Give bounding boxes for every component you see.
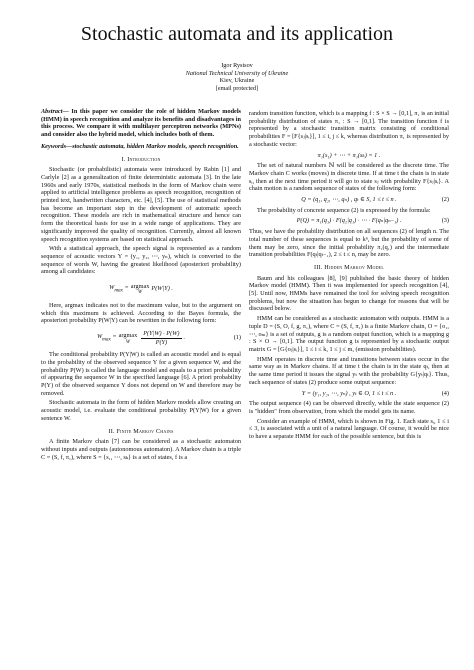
- fraction: $\frac{P(Y|W) \cdot P(W)}{P(Y)}$: [143, 329, 180, 346]
- keywords-label: Keywords: [41, 142, 66, 150]
- abstract-label: Abstract: [41, 108, 63, 115]
- author-affiliation: National Technical University of Ukraine: [185, 69, 289, 77]
- paragraph: Baum and his colleagues [8], [9] published the basic theory of hidden Markov model (HMM). Then it was implemented for speech recognition [4], [5]. Until now, HMMs have remained the tool for solving speech recognition problems, but now the situation has begun to change for reasons that will be discussed below.: [249, 274, 449, 313]
- paragraph: The conditional probability P(Y|W) is called an acoustic model and is equal to the probability of the observed sequence Y for a given sequence W, and the probability P(W) is called the language model and equals to a priori probability of appearing the sequence W in the specified language [6]. A priori probability P(Y) of the observed sequence Y does not depend on W and therefore may be removed.: [41, 351, 241, 397]
- section-heading-introduction: I. Introduction: [121, 155, 161, 163]
- equation-sequence-probability: P(Q) = π₁(q₁) · F(q₂|q₁) · ⋯ · F(qₙ|qₙ₋₁) . (3): [296, 217, 449, 225]
- paragraph: Thus, we have the probability distribution on all sequences (2) of length n. The total number of these sequences is equal to kⁿ, but the probability of some of them may be zero, since the initial probability π₁(q₁) and the intermediate transition probabilities F(qₜ|qₜ₋₁), 2 ≤ t ≤ n, may be zero.: [249, 228, 449, 259]
- paragraph: random transition function, which is a mapping f : S × S → [0,1], π₁ is an initial probability distribution of states π₁ : S → [0,1]. The transition function f is represented by a stochastic transition matrix consisting of conditional probabilities F = [F{sⱼ|sᵢ}], 1 ≤ i, j ≤ k, whereas distribution π₁ is represented by a stochastic vector:: [249, 110, 449, 148]
- argmax-operator: argmax W: [130, 282, 150, 296]
- author-name: Igor Rystsov: [221, 62, 253, 69]
- equation-number: (1): [233, 334, 241, 342]
- author-city: Kiev, Ukraine: [219, 77, 255, 85]
- eq-lhs: $W_{max}$ =: [109, 283, 129, 293]
- abstract: [41, 108, 241, 139]
- author-block: [0, 62, 474, 92]
- paragraph: The output sequence (4) can be observed directly, while the state sequence (2) is "hidden" from observation, from which the model gets its name.: [249, 400, 449, 415]
- equation-number: (4): [441, 389, 449, 397]
- section-heading-markov-chains: II. Finite Markov Chains: [108, 427, 174, 435]
- paragraph: A finite Markov chain [7] can be considered as a stochastic automaton without inputs and outputs (autonomous automaton). A Markov chain is a triple C = (S, f, π₁), where S = {s₁, ⋯, sₖ} is a set of states, f is a: [41, 438, 241, 461]
- author-email: [email protected]: [215, 84, 259, 92]
- equation-wmax: [41, 279, 241, 299]
- abstract-text: — In this paper we consider the role of hidden Markov models (HMM) in speech recognition and analyze its benefits and disadvantages in this process. We compare it with multilayer perceptron networks (MPNs) and consider also the hybrid model, which includes both of them.: [41, 108, 241, 139]
- paragraph: Stochastic automata in the form of hidden Markov models allow creating an acoustic model, i.e. evaluate the conditional probability P(Y|W) for a given sentence W.: [41, 399, 241, 422]
- equation-output-sequence: Y = (y₁, y₂, ⋯, yₙ) , yₜ ∈ O, 1 ≤ t ≤ n . (4): [301, 389, 449, 397]
- keywords: [41, 143, 241, 151]
- equation-state-sequence: Q = (q₁, q₂, ⋯, qₙ) , qₜ ∈ S, 1 ≤ t ≤ n . (2): [301, 196, 449, 204]
- paragraph: Consider an example of HMM, which is shown in Fig. 1. Each state sᵢ, 1 ≤ i ≤ 3, is associated with a unit of a natural language. Of course, it would be nice to have a separate HMM for each of the possible sentence, but this is: [249, 417, 449, 441]
- right-column: [249, 110, 449, 443]
- paragraph: Stochastic (or probabilistic) automata were introduced by Rabin [1] and Carlyle [2] as a generalization of finite deterministic automata [3]. In the late 1960s and early 1970s, statistical methods in the form of Markov chain were applied to artificial intelligence problems as speech recognition, recognition of printed text, handwritten characters, etc. [4], [5]. The use of statistical methods has become an important step in the development of automatic speech recognition. These models are rich in mathematical structure and hence can form the theoretical basis for use in a wide range of applications. They are significantly improved the quality of recognition. Currently, almost all known speech recognition systems are based on statistical approach.: [41, 166, 241, 243]
- paragraph: Here, argmax indicates not to the maximum value, but to the argument on which this maximum is achieved. According to the Bayes formula, the aposteriori probability P(W|Y) can be rewritten in the following form:: [41, 302, 241, 325]
- equation-bayes: $W_{max}$ = argmax W $\frac{P(Y|W) \cdot P(W)}{P(Y)}$ . (1): [96, 329, 241, 346]
- paragraph: With a statistical approach, the speech signal is represented as a random sequence of acoustic vectors Y = (y₁, y₂, ⋯, yₙ), which is converted to the sequence of words W, having the greatest likelihood (aposteriori probability) among all candidates:: [41, 245, 241, 276]
- paper-title: Stochastic automata and its application: [80, 23, 394, 45]
- keywords-text: —stochastic automata, hidden Markov models, speech recognition.: [66, 142, 239, 150]
- paragraph: HMM can be considered as a stochastic automaton with outputs. HMM is a tuple D = (S, O, f, g, π₁), where C = (S, f, π₁) is a finite Markov chain, O = {o₁, ⋯, oₘ} is a set of outputs, g is a random output function, which is a mapping g : S × O → [0,1]. The output function g is represented by a stochastic output matrix G = [G{oⱼ|sᵢ}], 1 ≤ i ≤ k, 1 ≤ j ≤ m, (emission probabilities).: [249, 315, 449, 353]
- eq-rhs: P(W|Y) .: [151, 285, 173, 293]
- paragraph: The probability of concrete sequence (2) is expressed by the formula:: [257, 206, 431, 214]
- equation-stochastic-vector: π₁(s₁) + ⋯ + π₁(sₖ) = 1 .: [317, 151, 381, 159]
- argmax-operator: argmax W: [118, 331, 138, 345]
- section-heading-hmm: III. Hidden Markov Model: [314, 263, 384, 271]
- paragraph: The set of natural numbers ℕ will be considered as the discrete time. The Markov chain C works (moves) in discrete time. If at time t the chain is in state sᵢ, then at the next time period it will go to state sⱼ with probability F{sⱼ|sᵢ}. A chain motion is a random sequence of states of the following form:: [249, 162, 449, 193]
- eq-lhs: $W_{max}$ =: [96, 332, 117, 342]
- left-column: [41, 108, 241, 463]
- paragraph: HMM operates in discrete time and transitions between states occur in the same way as in Markov chains. If at time t the chain is in the state qₜ, then at the same time period it issues the signal yₜ with the probability G{yₜ|qₜ}. Thus, each sequence of states (2) produce some output sequence:: [249, 355, 449, 386]
- equation-number: (3): [441, 217, 449, 225]
- equation-number: (2): [441, 196, 449, 204]
